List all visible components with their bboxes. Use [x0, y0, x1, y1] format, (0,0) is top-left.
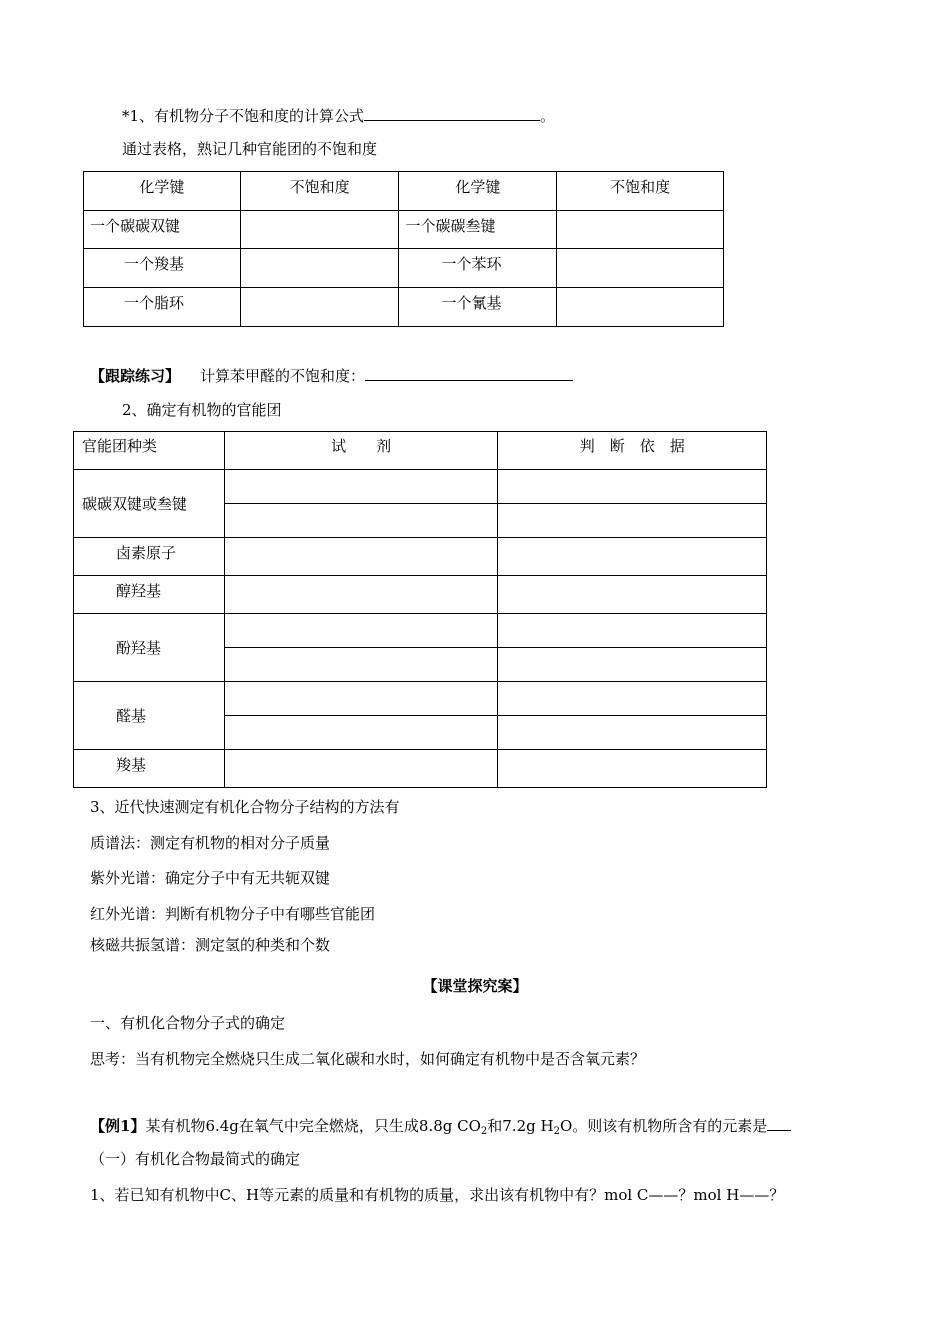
header-reagent: 试 剂: [224, 432, 498, 470]
method-item: 核磁共振氢谱：测定氢的种类和个数: [90, 936, 331, 954]
answer-blank[interactable]: [767, 1114, 791, 1131]
question-2: 2、确定有机物的官能团: [122, 401, 282, 419]
row-label: 羧基: [74, 750, 225, 788]
cell-bond: 一个碳碳双键: [84, 211, 241, 249]
cell-bond: 一个羧基: [84, 249, 241, 288]
basis-cell[interactable]: [498, 716, 767, 750]
cell-degree[interactable]: [557, 249, 724, 288]
think-question: 思考：当有机物完全燃烧只生成二氧化碳和水时，如何确定有机物中是否含氧元素？: [90, 1050, 646, 1068]
row-label: 卤素原子: [74, 538, 225, 576]
cell-degree[interactable]: [240, 211, 399, 249]
section-title: 【课堂探究案】: [422, 977, 528, 995]
cell-bond: 一个苯环: [399, 249, 557, 288]
basis-cell[interactable]: [498, 682, 767, 716]
reagent-cell[interactable]: [224, 648, 498, 682]
part-heading: 一、有机化合物分子式的确定: [90, 1014, 286, 1032]
sub-heading: （一）有机化合物最简式的确定: [90, 1150, 301, 1168]
reagent-cell[interactable]: [224, 750, 498, 788]
unsaturation-table: [83, 171, 724, 327]
header-bond-1: 化学键: [84, 172, 241, 211]
cell-degree[interactable]: [557, 211, 724, 249]
answer-blank[interactable]: [365, 364, 573, 381]
reagent-cell[interactable]: [224, 576, 498, 614]
basis-cell[interactable]: [498, 470, 767, 504]
basis-cell[interactable]: [498, 614, 767, 648]
header-degree-1: 不饱和度: [240, 172, 399, 211]
basis-cell[interactable]: [498, 576, 767, 614]
reagent-cell[interactable]: [224, 682, 498, 716]
reagent-cell[interactable]: [224, 504, 498, 538]
basis-cell[interactable]: [498, 648, 767, 682]
practice-line: 【跟踪练习】 计算苯甲醛的不饱和度：: [90, 364, 573, 386]
method-item: 红外光谱：判断有机物分子中有哪些官能团: [90, 905, 376, 923]
cell-bond: 一个碳碳叁键: [399, 211, 557, 249]
reagent-cell[interactable]: [224, 614, 498, 648]
header-bond-2: 化学键: [399, 172, 557, 211]
reagent-cell[interactable]: [224, 538, 498, 576]
basis-cell[interactable]: [498, 750, 767, 788]
cell-bond: 一个脂环: [84, 288, 241, 327]
basis-cell[interactable]: [498, 538, 767, 576]
method-item: 紫外光谱：确定分子中有无共轭双键: [90, 869, 331, 887]
row-label: 醛基: [74, 682, 225, 750]
cell-bond: 一个氰基: [399, 288, 557, 327]
row-label: 酚羟基: [74, 614, 225, 682]
header-degree-2: 不饱和度: [557, 172, 724, 211]
table-intro: 通过表格，熟记几种官能团的不饱和度: [122, 140, 378, 158]
answer-blank[interactable]: [364, 104, 540, 121]
reagent-cell[interactable]: [224, 470, 498, 504]
method-item: 质谱法：测定有机物的相对分子质量: [90, 834, 331, 852]
row-label: 醇羟基: [74, 576, 225, 614]
question-3: 3、近代快速测定有机化合物分子结构的方法有: [90, 798, 400, 816]
question-1: *1、有机物分子不饱和度的计算公式 。: [122, 104, 555, 126]
cell-degree[interactable]: [240, 249, 399, 288]
cell-degree[interactable]: [240, 288, 399, 327]
example-1: 【例1】某有机物6.4g在氧气中完全燃烧，只生成8.8g $CO_2$和7.2g $H_2O$。则该有机物所含有的元素是: [90, 1114, 791, 1142]
reagent-cell[interactable]: [224, 716, 498, 750]
header-group-type: 官能团种类: [74, 432, 225, 470]
functional-group-table: [73, 431, 767, 788]
question-last: 1、若已知有机物中C、H等元素的质量和有机物的质量，求出该有机物中有？mol C——？mol H——？: [90, 1186, 785, 1204]
row-label: 碳碳双键或叁键: [74, 470, 225, 538]
basis-cell[interactable]: [498, 504, 767, 538]
cell-degree[interactable]: [557, 288, 724, 327]
header-basis: 判 断 依 据: [498, 432, 767, 470]
